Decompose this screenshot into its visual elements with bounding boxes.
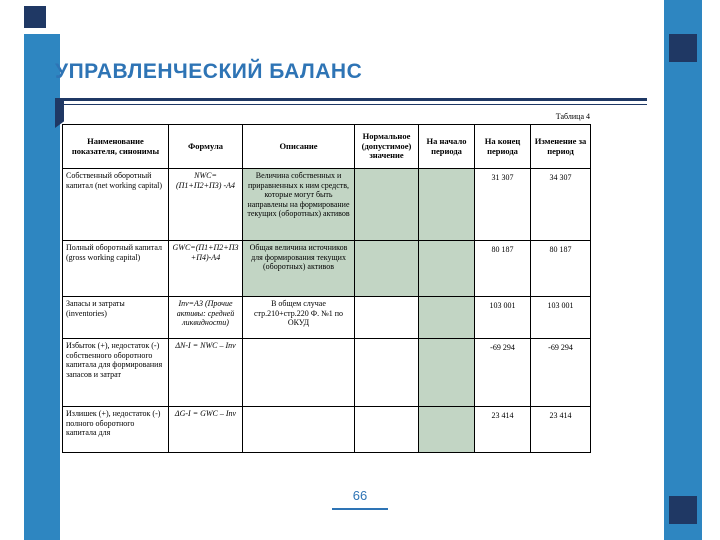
cell-end: -69 294 (475, 339, 531, 407)
header-start: На начало периода (419, 125, 475, 169)
cell-end: 31 307 (475, 169, 531, 241)
page-number: 66 (352, 488, 368, 503)
cell-start (419, 407, 475, 453)
cell-name: Излишек (+), недостаток (-) полного оборотного капитала для (63, 407, 169, 453)
table-row (63, 339, 591, 407)
right-bottom-accent-square (669, 496, 697, 524)
table-header-row (63, 125, 591, 169)
cell-description: Величина собственных и приравненных к ним средств, которые могут быть направлены на формирование текущих (оборотных) активов (243, 169, 355, 241)
table-caption: Таблица 4 (555, 112, 590, 121)
cell-formula: Inv=А3 (Прочие активы: средней ликвидности) (169, 297, 243, 339)
title-underline-thick (55, 98, 647, 101)
cell-change: 103 001 (531, 297, 591, 339)
cell-formula: ΔG-I = GWC – Inv (169, 407, 243, 453)
left-accent-bar (24, 34, 60, 540)
cell-description (243, 407, 355, 453)
cell-normal (355, 241, 419, 297)
cell-end: 80 187 (475, 241, 531, 297)
header-change: Изменение за период (531, 125, 591, 169)
cell-change: 80 187 (531, 241, 591, 297)
right-accent-bar (664, 0, 702, 540)
header-formula: Формула (169, 125, 243, 169)
header-end: На конец периода (475, 125, 531, 169)
cell-end: 23 414 (475, 407, 531, 453)
cell-description (243, 339, 355, 407)
table-row (63, 169, 591, 241)
cell-formula: NWC=(П1+П2+П3) -А4 (169, 169, 243, 241)
table-row (63, 407, 591, 453)
cell-end: 103 001 (475, 297, 531, 339)
table-row (63, 241, 591, 297)
table-row (63, 297, 591, 339)
right-top-accent-square (669, 34, 697, 62)
cell-description: В общем случае стр.210+стр.220 Ф. №1 по ОКУД (243, 297, 355, 339)
cell-name: Избыток (+), недостаток (-) собственного оборотного капитала для формирования запасов и затрат (63, 339, 169, 407)
cell-normal (355, 407, 419, 453)
cell-formula: ΔN-I = NWC – Inv (169, 339, 243, 407)
cell-start (419, 297, 475, 339)
corner-accent-square (24, 6, 46, 28)
cell-change: 34 307 (531, 169, 591, 241)
header-normal: Нормальное (допустимое) значение (355, 125, 419, 169)
cell-normal (355, 297, 419, 339)
cell-description: Общая величина источников для формирования текущих (оборотных) активов (243, 241, 355, 297)
header-description: Описание (243, 125, 355, 169)
cell-normal (355, 339, 419, 407)
cell-name: Собственный оборотный капитал (net working capital) (63, 169, 169, 241)
cell-change: -69 294 (531, 339, 591, 407)
table (62, 124, 591, 453)
cell-change: 23 414 (531, 407, 591, 453)
slide-title: УПРАВЛЕНЧЕСКИЙ БАЛАНС (55, 60, 363, 83)
cell-start (419, 339, 475, 407)
cell-name: Запасы и затраты (inventories) (63, 297, 169, 339)
cell-normal (355, 169, 419, 241)
cell-start (419, 241, 475, 297)
cell-start (419, 169, 475, 241)
cell-formula: GWC=(П1+П2+П3 +П4)-А4 (169, 241, 243, 297)
cell-name: Полный оборотный капитал (gross working capital) (63, 241, 169, 297)
title-underline-thin (55, 104, 647, 105)
page-number-underline (332, 508, 388, 510)
header-name: Наименование показателя, синонимы (63, 125, 169, 169)
balance-table (62, 124, 590, 453)
